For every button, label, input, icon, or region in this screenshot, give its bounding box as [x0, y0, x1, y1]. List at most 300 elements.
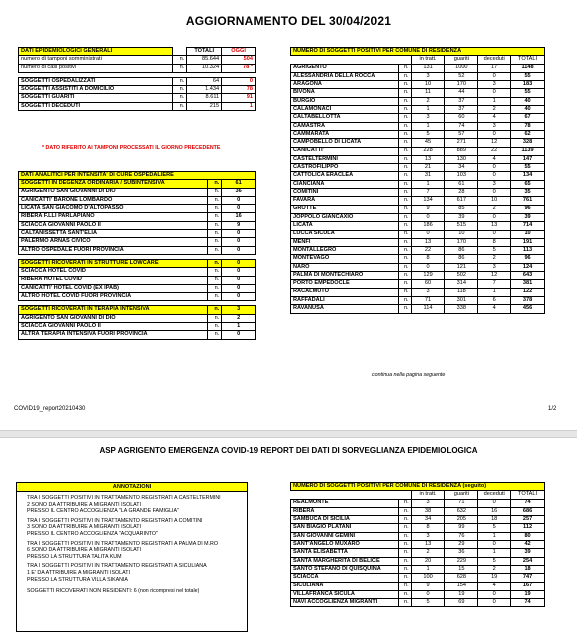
col-guariti: guariti — [445, 491, 478, 499]
facility-value: 0 — [222, 293, 256, 301]
facility-row — [19, 205, 256, 213]
comune-guariti: 44 — [445, 89, 478, 97]
comune-in-trattamento: 10 — [411, 81, 445, 89]
comune-deceduti: 3 — [478, 263, 511, 271]
general-rows-soggetti — [19, 77, 256, 110]
comune-guariti: 170 — [445, 238, 478, 246]
facility-unit: n. — [208, 213, 222, 221]
comune-in-trattamento: 1 — [411, 565, 445, 573]
comune-guariti: 130 — [445, 155, 478, 163]
comune-in-trattamento: 3 — [411, 499, 445, 507]
comune-guariti: 502 — [445, 272, 478, 280]
facility-value: 36 — [222, 188, 256, 196]
comune-name: REALMONTE — [291, 499, 399, 507]
annotations-header: ANNOTAZIONI — [17, 483, 247, 492]
group-total-row — [19, 306, 256, 314]
comune-row — [291, 532, 545, 540]
report-page-2 — [0, 438, 577, 640]
comune-unit: n. — [398, 172, 411, 180]
comune-row — [291, 213, 545, 221]
comune-name: SANT'ANGELO MUXARO — [291, 541, 399, 549]
comune-totali: 96 — [511, 205, 545, 213]
comune-row — [291, 499, 545, 507]
comune-totali: 378 — [511, 296, 545, 304]
row-today: 78 * — [222, 64, 256, 72]
general-data-row — [19, 94, 256, 102]
comune-deceduti: 3 — [478, 122, 511, 130]
comune-unit: n. — [398, 64, 411, 72]
comune-in-trattamento: 11 — [411, 89, 445, 97]
comune-name: GROTTE — [291, 205, 399, 213]
comune-guariti: 229 — [445, 557, 478, 565]
comune-unit: n. — [398, 213, 411, 221]
facility-unit: n. — [208, 323, 222, 331]
comune-row — [291, 305, 545, 313]
row-total: 64 — [187, 77, 222, 85]
comune-totali: 643 — [511, 272, 545, 280]
comune-row — [291, 557, 545, 565]
comune-name: CALTABELLOTTA — [291, 114, 399, 122]
comune-unit: n. — [398, 255, 411, 263]
facility-label: AGRIGENTO SAN GIOVANNI DI DIO — [19, 314, 208, 322]
facility-unit: n. — [208, 205, 222, 213]
comune-unit: n. — [398, 288, 411, 296]
facility-unit: n. — [208, 180, 222, 188]
facility-label: SOGGETTI RICOVERATI IN STRUTTURE LOWCARE — [19, 259, 208, 267]
comuni-header: NUMERO DI SOGGETTI POSITIVI PER COMUNE DI RESIDENZA — [291, 48, 545, 56]
comune-deceduti: 0 — [478, 213, 511, 221]
comune-unit: n. — [398, 247, 411, 255]
comune-unit: n. — [398, 549, 411, 557]
comune-guariti: 52 — [445, 72, 478, 80]
facility-unit: n. — [208, 331, 222, 339]
comune-in-trattamento: 3 — [411, 72, 445, 80]
comune-guariti: 60 — [445, 114, 478, 122]
col-guariti: guariti — [445, 56, 478, 64]
comune-totali: 112 — [511, 524, 545, 532]
annotation-line: TRA I SOGGETTI POSITIVI IN TRATTAMENTO REGISTRATI A COMITINI — [27, 517, 203, 524]
comune-deceduti: 4 — [478, 114, 511, 122]
comune-name: FAVARA — [291, 197, 399, 205]
comune-in-trattamento: 0 — [411, 590, 445, 598]
facility-label: SOGGETTI IN DEGENZA ORDINARIA / SUBINTENSIVA — [19, 180, 208, 188]
comune-guariti: 85 — [445, 205, 478, 213]
group-total-row — [19, 259, 256, 267]
facility-unit: n. — [208, 238, 222, 246]
comune-name: PORTO EMPEDOCLE — [291, 280, 399, 288]
facility-label: CALTANISSETTA SANT'ELIA — [19, 230, 208, 238]
row-total: 10.324 — [187, 64, 222, 72]
comune-row — [291, 155, 545, 163]
page-title-2: ASP AGRIGENTO EMERGENZA COVID-19 REPORT DEI DATI DI SORVEGLIANZA EPIDEMIOLOGICA — [99, 446, 478, 455]
comune-row — [291, 549, 545, 557]
facility-value: 0 — [222, 205, 256, 213]
general-data-row — [19, 86, 256, 94]
comune-unit: n. — [398, 507, 411, 515]
comune-unit: n. — [398, 122, 411, 130]
annotation-comitini — [17, 515, 247, 538]
annotation-palma — [17, 538, 247, 561]
facility-value: 16 — [222, 213, 256, 221]
annotation-line: 2 SONO DA ATTRIBUIRE A MIGRANTI ISOLATI — [27, 501, 142, 508]
facility-row — [19, 238, 256, 246]
facility-value: 0 — [222, 276, 256, 284]
comune-row — [291, 164, 545, 172]
col-in-trattamento: in tratt. — [411, 56, 445, 64]
comune-deceduti: 0 — [478, 189, 511, 197]
comune-row — [291, 288, 545, 296]
comune-name: SAN GIOVANNI GEMINI — [291, 532, 399, 540]
facility-row — [19, 323, 256, 331]
comune-deceduti: 0 — [478, 590, 511, 598]
comune-name: SANTA ELISABETTA — [291, 549, 399, 557]
comune-in-trattamento: 228 — [411, 147, 445, 155]
comune-unit: n. — [398, 139, 411, 147]
comune-unit: n. — [398, 106, 411, 114]
comune-name: RAVANUSA — [291, 305, 399, 313]
comune-totali: 39 — [511, 549, 545, 557]
comune-guariti: 170 — [445, 81, 478, 89]
facility-label: ALTRO OSPEDALE FUORI PROVINCIA — [19, 246, 208, 254]
comune-deceduti: 0 — [478, 230, 511, 238]
comune-name: SANTO STEFANO DI QUISQUINA — [291, 565, 399, 573]
row-today: 78 — [222, 86, 256, 94]
comune-guariti: 37 — [445, 106, 478, 114]
comune-in-trattamento: 60 — [411, 280, 445, 288]
comune-totali: 328 — [511, 139, 545, 147]
degenza-ordinaria-rows — [19, 180, 256, 255]
general-data-header-row — [19, 48, 256, 56]
comune-unit: n. — [398, 72, 411, 80]
row-today: 0 — [222, 77, 256, 85]
comune-row — [291, 64, 545, 72]
facility-value: 0 — [222, 230, 256, 238]
comune-name: BURGIO — [291, 97, 399, 105]
comune-totali: 74 — [511, 499, 545, 507]
comune-unit: n. — [398, 516, 411, 524]
comune-guariti: 314 — [445, 280, 478, 288]
general-data-row — [19, 56, 256, 64]
facility-label: CANICATTI' BARONE LOMBARDO — [19, 196, 208, 204]
comune-guariti: 338 — [445, 305, 478, 313]
comune-deceduti: 0 — [478, 89, 511, 97]
comune-name: PALMA DI MONTECHIARO — [291, 272, 399, 280]
comune-guariti: 154 — [445, 582, 478, 590]
comune-deceduti: 1 — [478, 549, 511, 557]
comune-in-trattamento: 1 — [411, 106, 445, 114]
comune-row — [291, 272, 545, 280]
facility-label: AGRIGENTO SAN GIOVANNI DI DIO — [19, 188, 208, 196]
comune-deceduti: 0 — [478, 72, 511, 80]
comune-deceduti: 18 — [478, 516, 511, 524]
comune-name: CASTROFILIPPO — [291, 164, 399, 172]
comune-guariti: 515 — [445, 222, 478, 230]
comune-deceduti: 4 — [478, 305, 511, 313]
comune-totali: 254 — [511, 557, 545, 565]
comune-unit: n. — [398, 599, 411, 607]
comune-in-trattamento: 7 — [411, 189, 445, 197]
comune-totali: 40 — [511, 97, 545, 105]
facility-value: 61 — [222, 180, 256, 188]
comune-totali: 747 — [511, 574, 545, 582]
annotation-line: 6 SONO DA ATTRIBUIRE A MIGRANTI ISOLATI — [27, 547, 142, 554]
comune-in-trattamento: 9 — [411, 205, 445, 213]
facility-row — [19, 213, 256, 221]
comune-row — [291, 122, 545, 130]
comune-guariti: 15 — [445, 565, 478, 573]
comune-guariti: 86 — [445, 247, 478, 255]
comune-in-trattamento: 3 — [411, 532, 445, 540]
facility-label: RIBERA HOTEL COVID — [19, 276, 208, 284]
comune-unit: n. — [398, 81, 411, 89]
comune-row — [291, 97, 545, 105]
row-unit: n. — [173, 102, 187, 110]
comune-row — [291, 130, 545, 138]
annotation-line: PRESSO IL CENTRO ACCOGLIENZA "ACQUARINTO" — [27, 531, 158, 538]
comune-in-trattamento: 20 — [411, 557, 445, 565]
comune-deceduti: 2 — [478, 106, 511, 114]
comune-guariti: 57 — [445, 130, 478, 138]
facility-value: 0 — [222, 196, 256, 204]
comune-row — [291, 590, 545, 598]
comune-deceduti: 0 — [478, 541, 511, 549]
facility-unit: n. — [208, 259, 222, 267]
comune-guariti: 1000 — [445, 64, 478, 72]
comune-totali: 147 — [511, 155, 545, 163]
comune-row — [291, 582, 545, 590]
comune-totali: 257 — [511, 516, 545, 524]
comune-in-trattamento: 186 — [411, 222, 445, 230]
comune-totali: 381 — [511, 280, 545, 288]
comune-totali: 40 — [511, 106, 545, 114]
facility-unit: n. — [208, 306, 222, 314]
comune-name: CASTELTERMINI — [291, 155, 399, 163]
row-label: numero di tamponi somministrati — [19, 56, 173, 64]
comune-totali: 96 — [511, 255, 545, 263]
facility-row — [19, 246, 256, 254]
comune-deceduti: 22 — [478, 147, 511, 155]
comune-name: COMITINI — [291, 189, 399, 197]
comune-row — [291, 180, 545, 188]
row-label: SOGGETTI DECEDUTI — [19, 102, 173, 110]
row-today: 504 — [222, 56, 256, 64]
comune-guariti: 29 — [445, 541, 478, 549]
comune-deceduti: 2 — [478, 255, 511, 263]
comune-guariti: 19 — [445, 590, 478, 598]
comune-totali: 42 — [511, 541, 545, 549]
facility-row — [19, 293, 256, 301]
comune-in-trattamento: 0 — [411, 263, 445, 271]
comune-unit: n. — [398, 272, 411, 280]
comune-in-trattamento: 8 — [411, 524, 445, 532]
comune-name: CAMPOBELLO DI LICATA — [291, 139, 399, 147]
comune-unit: n. — [398, 557, 411, 565]
comune-deceduti: 7 — [478, 280, 511, 288]
comune-name: ARAGONA — [291, 81, 399, 89]
facility-row — [19, 221, 256, 229]
facility-label: ALTRA TERAPIA INTENSIVA FUORI PROVINCIA — [19, 331, 208, 339]
comune-name: SICULIANA — [291, 582, 399, 590]
facility-value: 0 — [222, 246, 256, 254]
comuni-header-continued: NUMERO DI SOGGETTI POSITIVI PER COMUNE DI RESIDENZA (seguito) — [291, 483, 545, 491]
facility-unit: n. — [208, 230, 222, 238]
row-total: 85.644 — [187, 56, 222, 64]
comune-unit: n. — [398, 205, 411, 213]
comune-name: MONTEVAGO — [291, 255, 399, 263]
comune-totali: 80 — [511, 532, 545, 540]
row-today: 1 — [222, 102, 256, 110]
facility-unit: n. — [208, 221, 222, 229]
comune-guariti: 617 — [445, 197, 478, 205]
annotation-line: 1 E' DA ATTRIBUIRE A MIGRANTI ISOLATI — [27, 570, 130, 577]
comune-totali: 18 — [511, 565, 545, 573]
comune-guariti: 86 — [445, 255, 478, 263]
facility-unit: n. — [208, 188, 222, 196]
comune-row — [291, 541, 545, 549]
row-label: SOGGETTI ASSISTITI A DOMICILIO — [19, 86, 173, 94]
comune-row — [291, 205, 545, 213]
comune-name: SAMBUCA DI SICILIA — [291, 516, 399, 524]
comune-unit: n. — [398, 565, 411, 573]
annotation-line: PRESSO IL CENTRO ACCOGLIENZA "LA GRANDE FAMIGLIA" — [27, 508, 179, 515]
comune-guariti: 103 — [445, 172, 478, 180]
comune-row — [291, 114, 545, 122]
annotation-casteltermini — [17, 492, 247, 515]
comune-row — [291, 238, 545, 246]
comune-guariti: 34 — [445, 164, 478, 172]
comune-in-trattamento: 13 — [411, 238, 445, 246]
comune-totali: 134 — [511, 172, 545, 180]
comune-in-trattamento: 34 — [411, 516, 445, 524]
comune-deceduti: 19 — [478, 574, 511, 582]
comune-row — [291, 507, 545, 515]
facility-unit: n. — [208, 268, 222, 276]
annotation-line: 3 SONO DA ATTRIBUIRE A MIGRANTI ISOLATI — [27, 524, 142, 531]
comune-guariti: 69 — [445, 599, 478, 607]
hospital-care-header-row — [19, 172, 256, 180]
general-data-header: DATI EPIDEMIOLOGICI GENERALI — [19, 48, 173, 56]
comune-row — [291, 247, 545, 255]
general-rows-tamponi — [19, 56, 256, 73]
hospital-care-header: DATI ANALITICI PER INTENSITA' DI CURE OSPEDALIERE — [19, 172, 256, 180]
comune-row — [291, 147, 545, 155]
facility-unit: n. — [208, 276, 222, 284]
comune-in-trattamento: 114 — [411, 305, 445, 313]
comune-guariti: 28 — [445, 189, 478, 197]
comune-guariti: 39 — [445, 213, 478, 221]
comune-name: LUCCA SICULA — [291, 230, 399, 238]
comune-totali: 113 — [511, 247, 545, 255]
comune-row — [291, 72, 545, 80]
comune-unit: n. — [398, 305, 411, 313]
comune-name: SCIACCA — [291, 574, 399, 582]
row-unit: n. — [173, 56, 187, 64]
comuni-rows — [291, 64, 545, 313]
comune-name: MONTALLEGRO — [291, 247, 399, 255]
general-data-row — [19, 77, 256, 85]
comune-row — [291, 516, 545, 524]
comuni-col-headers — [291, 56, 545, 64]
annotations-box — [16, 482, 248, 632]
facility-row — [19, 196, 256, 204]
comune-in-trattamento: 38 — [411, 507, 445, 515]
comune-name: ALESSANDRIA DELLA ROCCA — [291, 72, 399, 80]
comune-name: VILLAFRANCA SICULA — [291, 590, 399, 598]
facility-unit: n. — [208, 196, 222, 204]
comune-name: NAVI ACCOGLIENZA MIGRANTI — [291, 599, 399, 607]
facility-value: 1 — [222, 323, 256, 331]
comune-unit: n. — [398, 155, 411, 163]
comune-guariti: 205 — [445, 516, 478, 524]
comune-name: JOPPOLO GIANCAXIO — [291, 213, 399, 221]
col-totali: TOTALI — [187, 48, 222, 56]
comune-in-trattamento: 3 — [411, 114, 445, 122]
facility-unit: n. — [208, 293, 222, 301]
comune-totali: 686 — [511, 507, 545, 515]
row-total: 215 — [187, 102, 222, 110]
comune-unit: n. — [398, 97, 411, 105]
comune-in-trattamento: 100 — [411, 574, 445, 582]
comune-unit: n. — [398, 524, 411, 532]
comune-deceduti: 5 — [478, 524, 511, 532]
row-unit: n. — [173, 77, 187, 85]
comune-unit: n. — [398, 114, 411, 122]
comune-deceduti: 0 — [478, 164, 511, 172]
row-label: SOGGETTI OSPEDALIZZATI — [19, 77, 173, 85]
comune-in-trattamento: 31 — [411, 172, 445, 180]
comune-unit: n. — [398, 280, 411, 288]
comune-row — [291, 263, 545, 271]
comune-row — [291, 255, 545, 263]
comune-totali: 55 — [511, 164, 545, 172]
comune-guariti: 632 — [445, 507, 478, 515]
comune-deceduti: 17 — [478, 64, 511, 72]
comune-deceduti: 12 — [478, 139, 511, 147]
comune-totali: 1139 — [511, 147, 545, 155]
comune-row — [291, 230, 545, 238]
comune-name: RAFFADALI — [291, 296, 399, 304]
comune-deceduti: 0 — [478, 499, 511, 507]
comuni-table-continued — [290, 482, 545, 607]
facility-value: 3 — [222, 306, 256, 314]
comune-name: NARO — [291, 263, 399, 271]
comune-row — [291, 524, 545, 532]
comune-totali: 183 — [511, 81, 545, 89]
comune-name: MENFI — [291, 238, 399, 246]
facility-label: SCIACCA HOTEL COVID — [19, 268, 208, 276]
lowcare-rows — [19, 259, 256, 300]
terapia-intensiva-rows — [19, 306, 256, 339]
comune-in-trattamento: 134 — [411, 197, 445, 205]
comune-deceduti: 0 — [478, 130, 511, 138]
comune-in-trattamento: 0 — [411, 230, 445, 238]
annotation-non-residenti: SOGGETTI RICOVERATI NON RESIDENTI: 6 (non ricompresi nel totale) — [27, 588, 200, 595]
facility-row — [19, 230, 256, 238]
facility-label: RIBERA F.LLI PARLAPIANO — [19, 213, 208, 221]
comune-guariti: 628 — [445, 574, 478, 582]
comune-deceduti: 4 — [478, 582, 511, 590]
comune-totali: 78 — [511, 122, 545, 130]
comune-in-trattamento: 13 — [411, 155, 445, 163]
annotation-line: TRA I SOGGETTI POSITIVI IN TRATTAMENTO REGISTRATI A SICULIANA — [27, 563, 207, 570]
facility-label: PALERMO ARNAS CIVICO — [19, 238, 208, 246]
comune-unit: n. — [398, 222, 411, 230]
comune-totali: 35 — [511, 189, 545, 197]
col-totali: TOTALI — [511, 491, 545, 499]
row-today: 91 — [222, 94, 256, 102]
facility-unit: n. — [208, 284, 222, 292]
comune-deceduti: 5 — [478, 557, 511, 565]
